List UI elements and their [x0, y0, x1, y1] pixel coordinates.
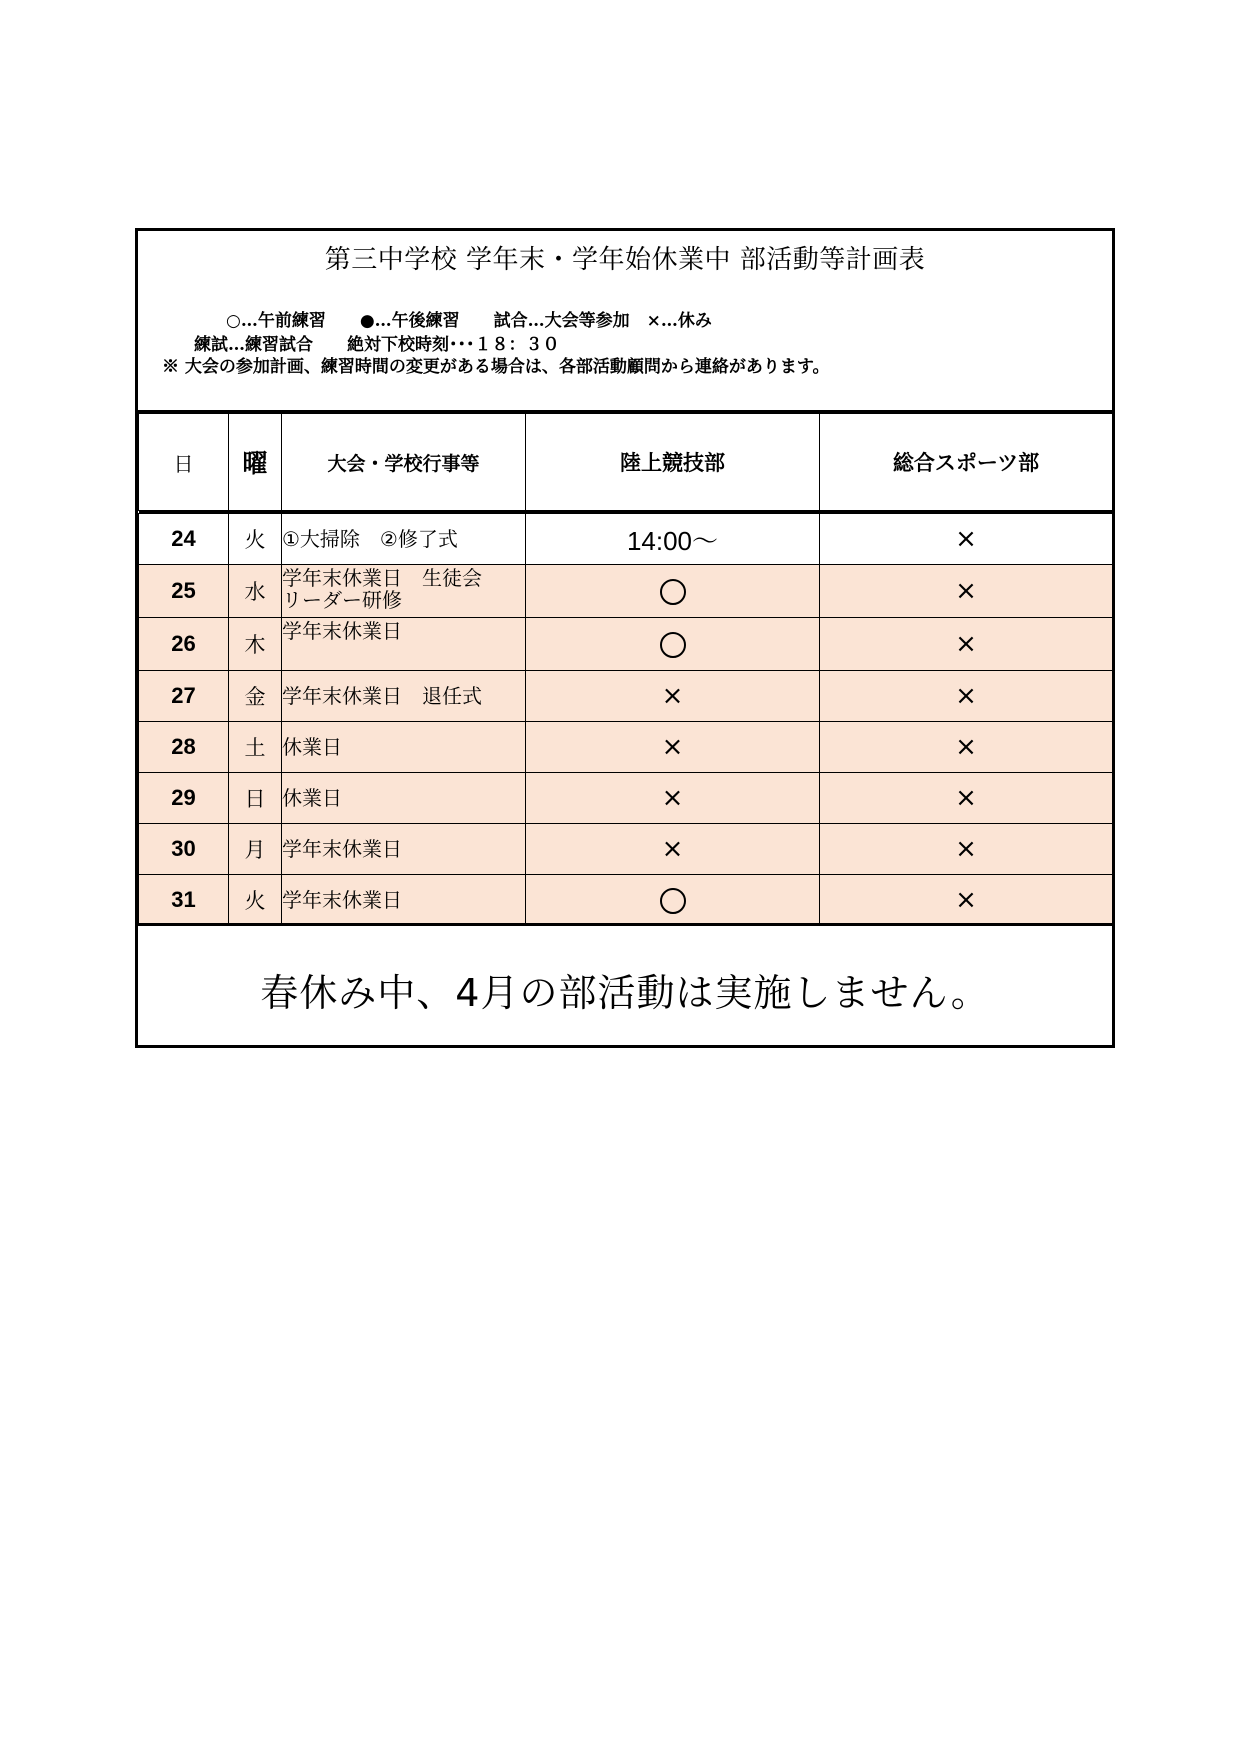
page-title: 第三中学校 学年末・学年始休業中 部活動等計画表: [324, 245, 926, 275]
events-cell: 学年末休業日: [282, 618, 526, 671]
athletics-cell: ×: [526, 722, 820, 773]
table-row: [139, 773, 1113, 824]
sports-cell: ×: [820, 565, 1113, 618]
weekday-cell: 水: [229, 565, 282, 618]
sports-cell: ×: [820, 514, 1113, 565]
day-cell: 27: [139, 671, 229, 722]
table-row: [139, 824, 1113, 875]
weekday-cell: 火: [229, 875, 282, 926]
column-header-athletics: 陸上競技部: [526, 414, 820, 511]
events-cell: 学年末休業日 退任式: [282, 671, 526, 722]
athletics-cell: ×: [526, 773, 820, 824]
column-header-weekday: 曜: [229, 414, 282, 511]
table-header-row: [139, 414, 1113, 511]
circle-mark-icon: [660, 632, 686, 658]
events-cell: 休業日: [282, 722, 526, 773]
athletics-cell: ×: [526, 824, 820, 875]
circle-mark-icon: [660, 579, 686, 605]
day-cell: 31: [139, 875, 229, 926]
circle-mark-icon: [660, 888, 686, 914]
day-cell: 28: [139, 722, 229, 773]
sports-cell: ×: [820, 824, 1113, 875]
sports-cell: ×: [820, 722, 1113, 773]
table-row: [139, 618, 1113, 671]
footer-text: 春休み中、4月の部活動は実施しません。: [260, 971, 990, 1015]
table-row: [139, 565, 1113, 618]
table-row: [139, 722, 1113, 773]
legend-line-2: 練試…練習試合 絶対下校時刻･･･１８：３０: [194, 335, 560, 355]
weekday-cell: 火: [229, 514, 282, 565]
events-cell: 学年末休業日: [282, 875, 526, 926]
day-cell: 24: [139, 514, 229, 565]
sports-cell: ×: [820, 618, 1113, 671]
weekday-cell: 月: [229, 824, 282, 875]
legend-line-1: ○…午前練習 ●…午後練習 試合…大会等参加 ×…休み: [226, 311, 712, 331]
day-cell: 29: [139, 773, 229, 824]
schedule-sheet: [135, 228, 1115, 1048]
legend-note: ※ 大会の参加計画、練習時間の変更がある場合は、各部活動顧問から連絡があります。: [162, 357, 830, 377]
table-row: [139, 671, 1113, 722]
weekday-cell: 日: [229, 773, 282, 824]
column-header-events: 大会・学校行事等: [282, 414, 526, 511]
athletics-cell: [526, 875, 820, 926]
athletics-cell: [526, 618, 820, 671]
schedule-table: [138, 413, 1113, 926]
events-cell: 学年末休業日: [282, 824, 526, 875]
events-cell: 休業日: [282, 773, 526, 824]
weekday-cell: 土: [229, 722, 282, 773]
sports-cell: ×: [820, 875, 1113, 926]
events-cell: 学年末休業日 生徒会 リーダー研修: [282, 565, 526, 618]
day-cell: 26: [139, 618, 229, 671]
weekday-cell: 金: [229, 671, 282, 722]
column-header-day: 日: [139, 414, 229, 511]
athletics-cell: [526, 565, 820, 618]
sports-cell: ×: [820, 773, 1113, 824]
athletics-cell: ×: [526, 671, 820, 722]
table-row: [139, 514, 1113, 565]
day-cell: 30: [139, 824, 229, 875]
weekday-cell: 木: [229, 618, 282, 671]
sheet-header: [138, 231, 1112, 413]
table-row: [139, 875, 1113, 926]
events-cell: ①大掃除 ②修了式: [282, 514, 526, 565]
sports-cell: ×: [820, 671, 1113, 722]
day-cell: 25: [139, 565, 229, 618]
column-header-sports: 総合スポーツ部: [820, 414, 1113, 511]
athletics-cell: 14:00～: [526, 514, 820, 565]
footer-notice: [138, 923, 1112, 1048]
